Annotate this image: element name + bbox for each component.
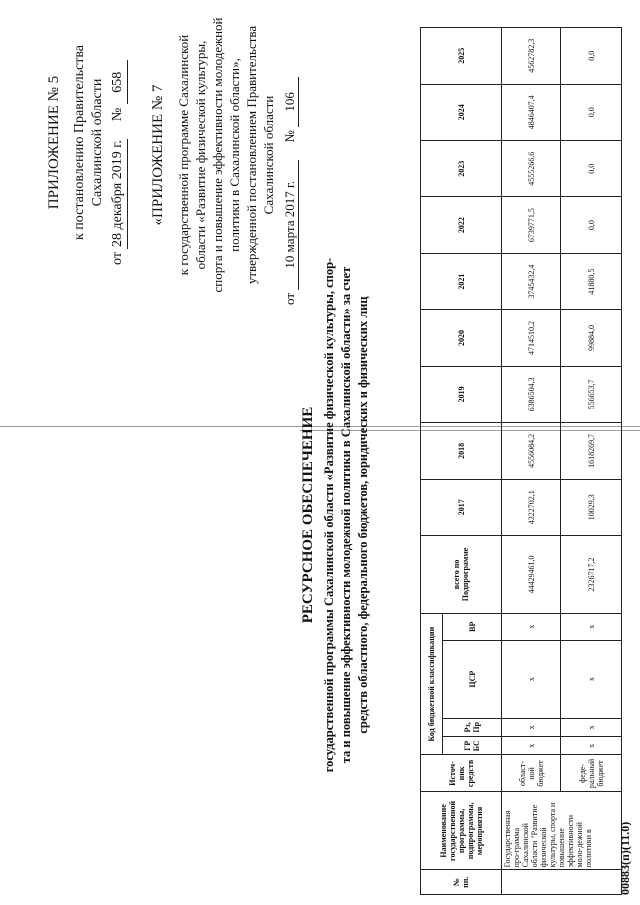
year-value-cell: 6386504,3 [502, 366, 561, 422]
page-heading [300, 215, 372, 815]
col-header-year: 2022 [421, 197, 502, 253]
year-value-cell: 41880,5 [561, 253, 622, 309]
col-header-source: Источ-ник средств [421, 755, 502, 792]
total-cell: 2326717,2 [561, 535, 622, 613]
date-prefix: от [282, 292, 297, 305]
year-value-cell: 4846407,4 [502, 84, 561, 140]
rzpr-cell: х [561, 718, 622, 736]
year-value-cell: 0,0 [561, 141, 622, 197]
number-value: 106 [281, 77, 299, 127]
approval-title: ПРИЛОЖЕНИЕ № 5 [46, 75, 62, 210]
col-header-rzpr: Рз, Пр [443, 718, 502, 736]
year-value-cell: 4714510,2 [502, 310, 561, 366]
table-row [502, 28, 561, 895]
year-value-cell: 4562782,3 [502, 28, 561, 85]
col-header-year: 2025 [421, 28, 502, 85]
heading-subline: государственной программы Сахалинской области «Развитие физической культуры, спор- [322, 257, 336, 773]
grbs-cell: х [561, 737, 622, 755]
year-value-cell: 0,0 [561, 197, 622, 253]
source-cell: област-ной бюджет [502, 755, 561, 792]
approval-block-top [45, 20, 128, 265]
approval-line: к постановлению Правительства [72, 44, 87, 241]
date-value: 10 марта 2017 г. [281, 160, 299, 290]
year-value-cell: 6739771,5 [502, 197, 561, 253]
col-header-year: 2017 [421, 479, 502, 535]
col-header-total: всего по Подпрограмме [421, 535, 502, 613]
approval-block-second [150, 5, 299, 305]
col-header-vr: ВР [443, 613, 502, 640]
approval-title: «ПРИЛОЖЕНИЕ № 7 [150, 84, 166, 226]
table-row [561, 28, 622, 895]
col-header-grbs: ГР БС [443, 737, 502, 755]
col-header-year: 2018 [421, 423, 502, 479]
number-prefix: № [110, 107, 125, 122]
approval-line: утвержденной постановлением Правительства [244, 25, 259, 285]
col-header-name: Наименование государственной программы, подпрограммы, мероприятия [421, 792, 502, 870]
rzpr-cell: х [502, 718, 561, 736]
approval-line: Сахалинской области [90, 78, 105, 207]
year-value-cell: 0,0 [561, 84, 622, 140]
year-value-cell: 4322702,1 [502, 479, 561, 535]
heading-main: РЕСУРСНОЕ ОБЕСПЕЧЕНИЕ [300, 406, 316, 624]
year-value-cell: 3745432,4 [502, 253, 561, 309]
heading-subline: та и повышение эффективности молодежной политики в Сахалинской области» за счет [339, 266, 353, 764]
col-header-csr: ЦСР [443, 640, 502, 718]
col-header-year: 2019 [421, 366, 502, 422]
program-name-cell: Государственная про-грамма Сахалинской области "Развитие физической культуры, спорта и повышение эффективности моло-дежной политики в [502, 792, 622, 870]
col-header-budget-code: Код бюджетной классификации [421, 613, 443, 755]
vr-cell: х [502, 613, 561, 640]
heading-subline: средств областного, федерального бюджетов, юридических и физических лиц [356, 296, 370, 734]
date-value: 28 декабря 2019 г. [109, 139, 128, 249]
col-header-number: № пп. [421, 870, 502, 895]
csr-cell: х [561, 640, 622, 718]
total-cell: 44429461,0 [502, 535, 561, 613]
approval-date-line [109, 20, 128, 265]
approval-line: Сахалинской области [261, 95, 276, 215]
year-value-cell: 10029,3 [561, 479, 622, 535]
number-value: 658 [109, 60, 128, 104]
col-header-year: 2024 [421, 84, 502, 140]
year-value-cell: 4556084,2 [502, 423, 561, 479]
col-header-year: 2020 [421, 310, 502, 366]
grbs-cell: х [502, 737, 561, 755]
approval-date-line [281, 5, 299, 305]
year-value-cell: 4555266,6 [502, 141, 561, 197]
year-value-cell: 0,0 [561, 28, 622, 85]
resource-table [420, 27, 622, 895]
year-value-cell: 1618269,7 [561, 423, 622, 479]
approval-line: спорта и повышение эффективности молодежной [210, 17, 225, 293]
csr-cell: х [502, 640, 561, 718]
col-header-year: 2021 [421, 253, 502, 309]
number-prefix: № [282, 130, 297, 143]
approval-line: к государственной программе Сахалинской [176, 34, 191, 276]
year-value-cell: 556653,7 [561, 366, 622, 422]
date-prefix: от [110, 252, 125, 265]
approval-line: области «Развитие физической культуры, [193, 40, 208, 270]
source-cell: феде-ральный бюджет [561, 755, 622, 792]
vr-cell: х [561, 613, 622, 640]
approval-line: политики в Сахалинской области», [227, 58, 242, 252]
document-code: 00883(п)(11.0) [618, 821, 632, 895]
row-number-cell [502, 870, 622, 895]
year-value-cell: 99884,0 [561, 310, 622, 366]
col-header-year: 2023 [421, 141, 502, 197]
